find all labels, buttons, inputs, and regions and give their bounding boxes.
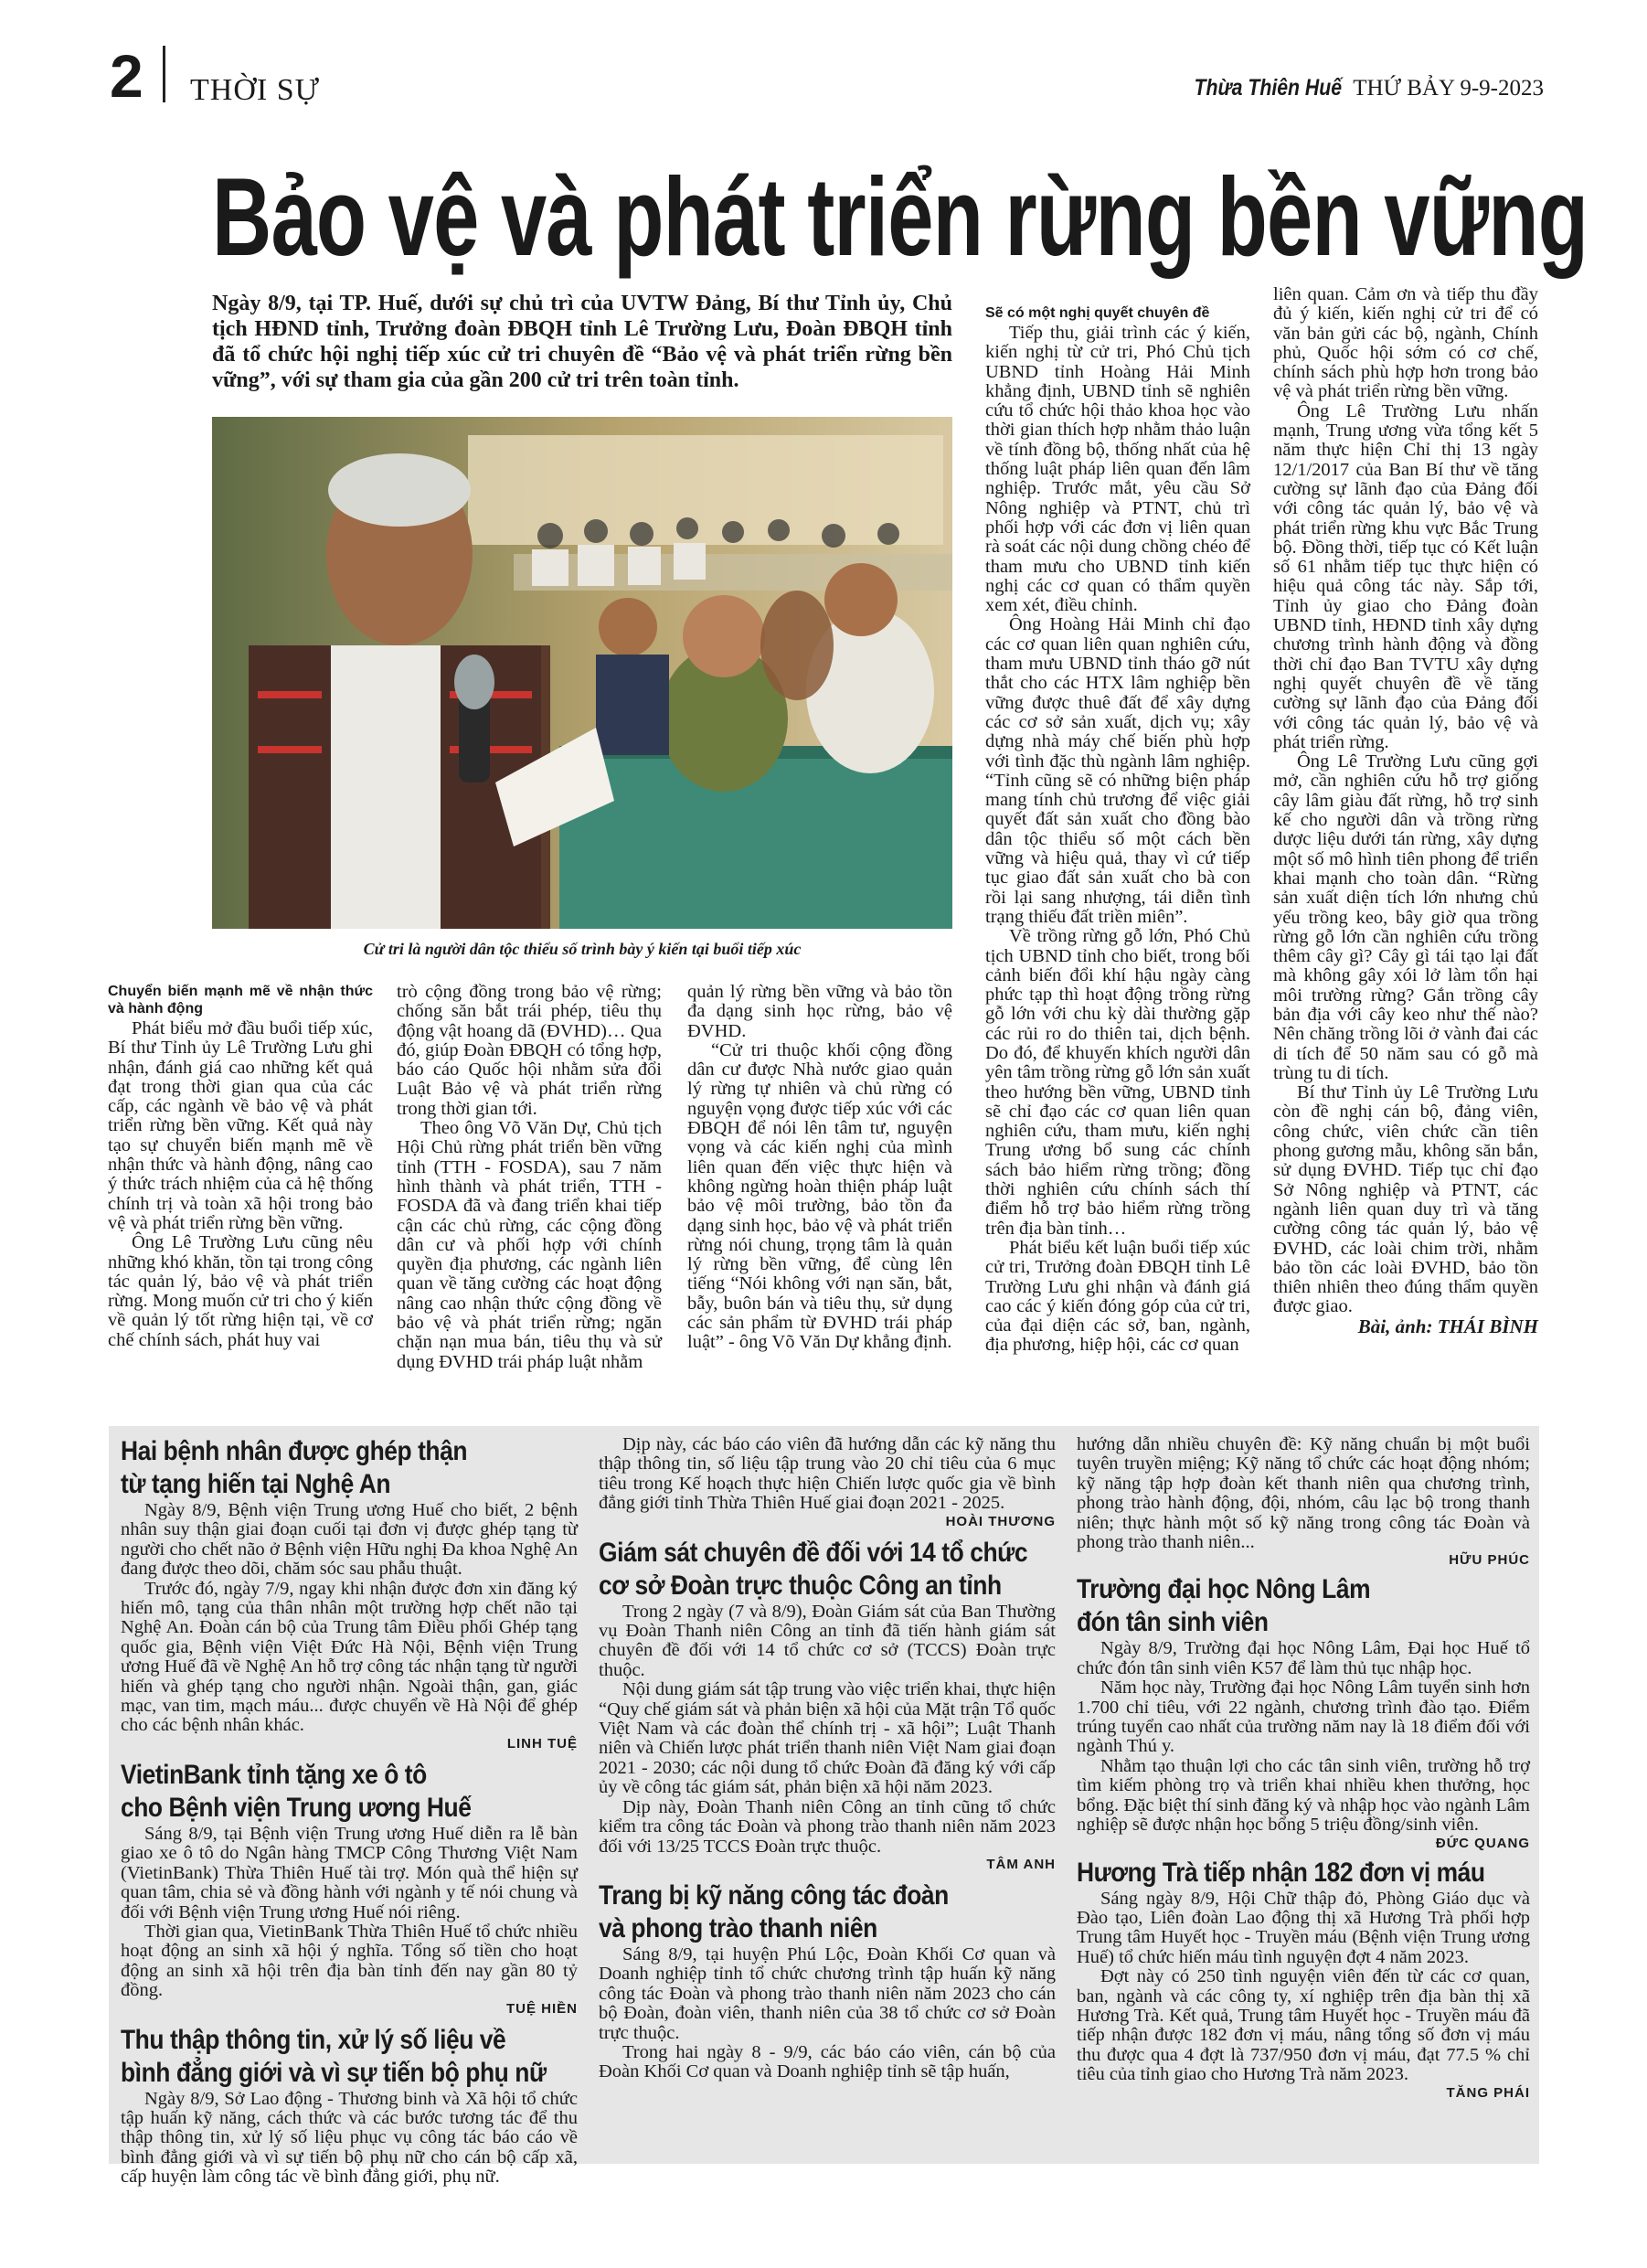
paragraph: Năm học này, Trường đại học Nông Lâm tuyển sinh hơn 1.700 chỉ tiêu, với 22 ngành, chương trình đào tạo. Điểm trúng tuyển cao nhất của trường năm nay là 18 điểm đối với ngành Thú y. bbox=[1077, 1677, 1530, 1757]
brief-author: HOÀI THƯƠNG bbox=[945, 1513, 1056, 1529]
brief-title: bình đẳng giới và vì sự tiến bộ phụ nữ bbox=[121, 2057, 547, 2088]
brief-column-c bbox=[1077, 1435, 1530, 2101]
publication-name: Thừa Thiên Huế bbox=[1194, 75, 1342, 101]
brief-body bbox=[599, 1945, 1056, 2082]
brief-author: HỮU PHÚC bbox=[1449, 1552, 1530, 1569]
masthead bbox=[1168, 75, 1544, 101]
paragraph: “Cử tri thuộc khối cộng đồng dân cư được Nhà nước giao quản lý rừng tự nhiên và chủ rừng có nguyện vọng được tiếp xúc với các ĐBQH để nói lên tâm tư, nguyện vọng và các kiến nghị của mình liên quan đến việc thực hiện và không ngừng hoàn thiện pháp luật bảo vệ môi trường, bảo tồn đa dạng sinh học, bảo vệ và phát triển rừng nói chung, trọng tâm là quản lý rừng bền vững, để cùng lên tiếng “Nói không với nạn săn, bắt, bẫy, buôn bán và tiêu thụ, sử dụng các sản phẩm từ ĐVHD trái pháp luật” - ông Võ Văn Dự khẳng định. bbox=[687, 1039, 952, 1353]
paragraph: Trong hai ngày 8 - 9/9, các báo cáo viên, cán bộ của Đoàn Khối Cơ quan và Doanh nghiệp tỉnh sẽ tập huấn, bbox=[599, 2041, 1056, 2082]
brief-column-b bbox=[599, 1435, 1056, 2082]
article-headline: Bảo vệ và phát triển rừng bền vững bbox=[212, 154, 1589, 279]
article-column-4 bbox=[985, 304, 1250, 1356]
page-number: 2 bbox=[110, 42, 143, 110]
brief-body bbox=[599, 1435, 1056, 1514]
paragraph: trò cộng đồng trong bảo vệ rừng; chống săn bắt trái phép, tiêu thụ động vật hoang dã (ĐVHD)… Qua đó, giúp Đoàn ĐBQH có tổng hợp, báo cáo Quốc hội nhằm sửa đổi Luật Bảo vệ và phát triển rừng trong thời gian tới. bbox=[397, 982, 662, 1119]
paragraph: Phát biểu kết luận buổi tiếp xúc cử tri, Trưởng đoàn ĐBQH tỉnh Lê Trường Lưu ghi nhận và đánh giá cao các ý kiến đóng góp của cử tri, của đại diện các sở, ban, ngành, địa phương, hiệp hội, các cơ quan bbox=[985, 1237, 1250, 1356]
article-column-3 bbox=[687, 983, 952, 1353]
paragraph: Thời gian qua, VietinBank Thừa Thiên Huế tổ chức nhiều hoạt động an sinh xã hội ý nghĩa. Tổng số tiền cho hoạt động an sinh xã hội trên địa bàn tỉnh đến nay gần 80 tỷ đồng. bbox=[121, 1921, 578, 2001]
brief-author: LINH TUỆ bbox=[506, 1735, 578, 1752]
paragraph: Ngày 8/9, Sở Lao động - Thương binh và Xã hội tổ chức tập huấn kỹ năng, cách thức và các bước tương tác để thu thập thông tin, xử lý số liệu phục vụ công tác báo cáo về bình đẳng giới và vì sự tiến bộ phụ nữ cho cán bộ cấp xã, cấp huyện làm công tác về bình đẳng giới, phụ nữ. bbox=[121, 2088, 578, 2188]
brief-title: từ tạng hiến tại Nghệ An bbox=[121, 1469, 391, 1499]
brief-body bbox=[121, 1825, 578, 2001]
brief-title: Hương Trà tiếp nhận 182 đơn vị máu bbox=[1077, 1857, 1485, 1888]
article-lead: Ngày 8/9, tại TP. Huế, dưới sự chủ trì của UVTW Đảng, Bí thư Tỉnh ủy, Chủ tịch HĐND tỉnh, Trưởng đoàn ĐBQH tỉnh Lê Trường Lưu, Đoàn ĐBQH tỉnh đã tổ chức hội nghị tiếp xúc cử tri chuyên đề “Bảo vệ và phát triển rừng bền vững”, với sự tham gia của gần 200 cử tri trên toàn tỉnh. bbox=[212, 292, 952, 392]
paragraph: quản lý rừng bền vững và bảo tồn đa dạng sinh học rừng, bảo vệ ĐVHD. bbox=[687, 982, 952, 1041]
brief-title: và phong trào thanh niên bbox=[599, 1912, 877, 1943]
paragraph: hướng dẫn nhiều chuyên đề: Kỹ năng chuẩn bị một buổi tuyên truyền miệng; Kỹ năng tổ chức các hoạt động nhóm; kỹ năng tập hợp đoàn kết thanh niên qua chương trình, phong trào hành động, đội, nhóm, câu lạc bộ trong thanh niên; thực hành một số kỹ năng trong công tác Đoàn và phong trào thanh niên... bbox=[1077, 1434, 1530, 1553]
brief-body bbox=[1077, 1639, 1530, 1835]
paragraph: Sáng ngày 8/9, Hội Chữ thập đỏ, Phòng Giáo dục và Đào tạo, Liên đoàn Lao động thị xã Hương Trà phối hợp Trung tâm Huyết học - Truyền máu (Bệnh viện Trung ương Huế) tổ chức hiến máu tình nguyện đợt 4 năm 2023. bbox=[1077, 1888, 1530, 1967]
subheading: Sẽ có một nghị quyết chuyên đề bbox=[985, 305, 1210, 321]
article-column-2 bbox=[397, 983, 662, 1372]
brief-title: cơ sở Đoàn trực thuộc Công an tỉnh bbox=[599, 1570, 1002, 1601]
brief-body bbox=[599, 1603, 1056, 1857]
brief-title: cho Bệnh viện Trung ương Huế bbox=[121, 1792, 472, 1823]
article-byline: Bài, ảnh: THÁI BÌNH bbox=[1357, 1315, 1538, 1337]
paragraph: liên quan. Cảm ơn và tiếp thu đầy đủ ý kiến, kiến nghị cử tri để có văn bản gửi các bộ, ngành, Chính phủ, Quốc hội sớm có cơ chế, chính sách phù hợp hơn trong bảo vệ và phát triển rừng bền vững. bbox=[1273, 284, 1538, 402]
paragraph: Theo ông Võ Văn Dự, Chủ tịch Hội Chủ rừng phát triển bền vững tỉnh (TTH - FOSDA), sau 7 năm hình thành và phát triển, TTH - FOSDA đã và đang triển khai tiếp cận các chủ rừng, các cộng đồng dân cư và phối hợp với chính quyền địa phương, các ngành liên quan về tăng cường các hoạt động nâng cao nhận thức cộng đồng về bảo vệ và phát triển rừng; ngăn chặn nạn mua bán, tiêu thụ và sử dụng ĐVHD trái pháp luật nhằm bbox=[397, 1118, 662, 1372]
brief-column-a bbox=[121, 1435, 578, 2188]
paragraph: Trước đó, ngày 7/9, ngay khi nhận được đơn xin đăng ký hiến mô, tạng của thân nhân một trường hợp chết não tại Nghệ An. Đoàn cán bộ của Trung tâm Điều phối Ghép tạng quốc gia, Bệnh viện Việt Đức Hà Nội, Bệnh viện Trung ương Huế đã về Nghệ An hỗ trợ công tác nhận tạng từ người hiến và ghép tạng cho người nhận. Ngoài thận, gan, giác mạc, van tim, mạch máu... được chuyển về Hà Nội để ghép cho các bệnh nhân khác. bbox=[121, 1578, 578, 1736]
paragraph: Trong 2 ngày (7 và 8/9), Đoàn Giám sát của Ban Thường vụ Đoàn Thanh niên Công an tỉnh đã tiến hành giám sát chuyên đề đối với 14 tổ chức cơ sở (TCCS) Đoàn trực thuộc. bbox=[599, 1601, 1056, 1680]
paragraph: Bí thư Tỉnh ủy Lê Trường Lưu còn đề nghị cán bộ, đảng viên, công chức, viên chức cần tiên phong gương mẫu, không săn bắn, sử dụng ĐVHD. Tiếp tục chỉ đạo Sở Nông nghiệp và PTNT, các ngành liên quan duy trì và tăng cường công tác quản lý, bảo vệ ĐVHD, các loài chim trời, nhằm bảo tồn các loài ĐVHD, bảo tồn thiên nhiên theo đúng thẩm quyền được giao. bbox=[1273, 1082, 1538, 1317]
brief-body bbox=[1077, 1435, 1530, 1552]
paragraph: Ngày 8/9, Trường đại học Nông Lâm, Đại học Huế tổ chức đón tân sinh viên K57 để làm thủ tục nhập học. bbox=[1077, 1638, 1530, 1678]
subheading: Chuyển biến mạnh mẽ về nhận thức và hành động bbox=[108, 984, 373, 1017]
header-divider bbox=[163, 46, 165, 102]
article-photo bbox=[212, 417, 952, 929]
paragraph: Ông Lê Trường Lưu cũng gợi mở, cần nghiên cứu hỗ trợ giống cây lâm giàu đất rừng, hỗ trợ sinh kế cho người dân và trồng rừng dược liệu dưới tán rừng, xây dựng một số mô hình tiên phong để triển khai mạnh cho toàn dân. “Rừng sản xuất diện tích lớn nhưng chủ yếu trồng keo, bây giờ qua trồng rừng gỗ lớn cần nghiên cứu trồng thêm cây gì? Cây gì tái tạo lại đất mà không gây xói lở làm tổn hại môi trường rừng? Gắn trồng cây bản địa với cây keo như thế nào? Nên chăng trồng lõi ở vành đai các di tích để 50 năm sau có gỗ mà trùng tu di tích. bbox=[1273, 751, 1538, 1083]
brief-author: TÂM ANH bbox=[986, 1856, 1056, 1872]
paragraph: Ông Lê Trường Lưu nhấn mạnh, Trung ương vừa tổng kết 5 năm thực hiện Chỉ thị 13 ngày 12/1/2017 của Ban Bí thư về tăng cường sự lãnh đạo của Đảng đối với công tác quản lý, bảo vệ và phát triển rừng khu vực Bắc Trung bộ. Đồng thời, tiếp tục có Kết luận số 61 nhằm tiếp tục thực hiện có hiệu quả công tác này. Sắp tới, Tỉnh ủy giao cho Đảng đoàn UBND tỉnh, HĐND tỉnh xây dựng chương trình hành động và đồng thời chỉ đạo Ban TVTU xây dựng nghị quyết chuyên đề về tăng cường sự lãnh đạo của Đảng đối với công tác quản lý, bảo vệ và phát triển rừng. bbox=[1273, 400, 1538, 752]
paragraph: Phát biểu mở đầu buổi tiếp xúc, Bí thư Tỉnh ủy Lê Trường Lưu ghi nhận, đánh giá cao những kết quả đạt trong thời gian qua của các cấp, các ngành về bảo vệ và phát triển rừng bền vững. Kết quả này tạo sự chuyển biến mạnh mẽ về nhận thức và hành động, nâng cao ý thức trách nhiệm của cả hệ thống chính trị và toàn xã hội trong bảo vệ và phát triển rừng bền vững. bbox=[108, 1018, 373, 1233]
paragraph: Nội dung giám sát tập trung vào việc triển khai, thực hiện “Quy chế giám sát và phản biện xã hội của Mặt trận Tổ quốc Việt Nam và các đoàn thể chính trị - xã hội”; Luật Thanh niên và Chiến lược phát triển thanh niên Việt Nam giai đoạn 2021 - 2030; các nội dung tổ chức Đoàn đã đăng ký với cấp ủy về công tác giám sát, phản biện xã hội năm 2023. bbox=[599, 1679, 1056, 1798]
photo-caption: Cử tri là người dân tộc thiểu số trình bày ý kiến tại buổi tiếp xúc bbox=[363, 940, 802, 958]
brief-body bbox=[121, 1501, 578, 1736]
issue-date: THỨ BẢY 9-9-2023 bbox=[1353, 76, 1544, 101]
paragraph: Nhằm tạo thuận lợi cho các tân sinh viên, trường hỗ trợ tìm kiếm phòng trọ và triển khai nhiều khen thưởng, học bổng. Đặc biệt thí sinh đăng ký và nhập học vào ngành Lâm nghiệp sẽ được nhận học bổng 5 triệu đồng/sinh viên. bbox=[1077, 1755, 1530, 1836]
paragraph: Dịp này, Đoàn Thanh niên Công an tỉnh cũng tổ chức kiểm tra công tác Đoàn và phong trào thanh niên năm 2023 đối với 13/25 TCCS Đoàn trực thuộc. bbox=[599, 1796, 1056, 1857]
brief-title: Giám sát chuyên đề đối với 14 tổ chức bbox=[599, 1537, 1028, 1568]
paragraph: Ông Lê Trường Lưu cũng nêu những khó khăn, tồn tại trong công tác quản lý, bảo vệ và phát triển rừng. Mong muốn cử tri cho ý kiến về quản lý tốt rừng hiện tại, về cơ chế chính sách, phát huy vai bbox=[108, 1232, 373, 1350]
paragraph: Dịp này, các báo cáo viên đã hướng dẫn các kỹ năng thu thập thông tin, số liệu tập trung vào 20 chỉ tiêu của 6 mục tiêu trong Kế hoạch thực hiện Chiến lược quốc gia về bình đẳng giới tỉnh Thừa Thiên Huế giai đoạn 2021 - 2025. bbox=[599, 1434, 1056, 1514]
brief-title: Thu thập thông tin, xử lý số liệu về bbox=[121, 2024, 506, 2055]
brief-title: VietinBank tỉnh tặng xe ô tô bbox=[121, 1759, 427, 1790]
article-column-5 bbox=[1273, 285, 1538, 1336]
brief-author: TUỆ HIỀN bbox=[505, 2000, 578, 2017]
paragraph: Sáng 8/9, tại Bệnh viện Trung ương Huế diễn ra lễ bàn giao xe ô tô do Ngân hàng TMCP Công Thương Việt Nam (VietinBank) Thừa Thiên Huế tài trợ. Món quà thể hiện sự quan tâm, chia sẻ và đồng hành với ngành y tế nói chung và đối với Bệnh viện Trung ương Huế nói riêng. bbox=[121, 1823, 578, 1922]
paragraph: Sáng 8/9, tại huyện Phú Lộc, Đoàn Khối Cơ quan và Doanh nghiệp tỉnh tổ chức chương trình tập huấn kỹ năng công tác Đoàn và phong trào thanh niên năm 2023 cho cán bộ Đoàn, đoàn viên, thanh niên của 38 tổ chức cơ sở Đoàn trực thuộc. bbox=[599, 1943, 1056, 2043]
brief-body bbox=[1077, 1890, 1530, 2085]
photo-illustration bbox=[212, 417, 952, 929]
brief-body bbox=[121, 2090, 578, 2188]
brief-title: đón tân sinh viên bbox=[1077, 1607, 1269, 1638]
article-column-1 bbox=[108, 983, 373, 1350]
section-label: THỜI SỰ bbox=[190, 73, 320, 107]
paragraph: Về trồng rừng gỗ lớn, Phó Chủ tịch UBND tỉnh cho biết, trong bối cảnh biến đổi khí hậu ngày càng phức tạp thì hoạt động trồng rừng gỗ lớn với chu kỳ dài thường gặp các rủi ro do thiên tai, dịch bệnh. Do đó, để khuyến khích người dân yên tâm trồng rừng gỗ lớn sản xuất theo hướng bền vững, UBND tỉnh sẽ chỉ đạo các cơ quan liên quan nghiên cứu, tham mưu, kiến nghị Trung ương bổ sung các chính sách bảo hiểm rừng trồng; đồng thời nghiên cứu chính sách thí điểm hỗ trợ bảo hiểm rừng trồng trên địa bàn tỉnh… bbox=[985, 926, 1250, 1239]
paragraph: Ông Hoàng Hải Minh chỉ đạo các cơ quan liên quan nghiên cứu, tham mưu UBND tỉnh tháo gỡ nút thắt cho các HTX lâm nghiệp bền vững được thuê đất để xây dựng các cơ sở sản xuất, dịch vụ; xây dựng nhà máy chế biến phù hợp với tình đặc thù ngành lâm nghiệp. “Tỉnh cũng sẽ có những biện pháp mang tính chủ trương để việc giải quyết đất sản xuất cho đồng bào dân tộc thiểu số một cách bền vững và hiệu quả, thay vì cứ tiếp tục giao đất sản xuất cho bà con rồi lại sang nhượng, tái diễn tình trạng thiếu đất triền miên”. bbox=[985, 614, 1250, 927]
paragraph: Đợt này có 250 tình nguyện viên đến từ các cơ quan, ban, ngành và các công ty, xí nghiệp trên địa bàn thị xã Hương Trà. Kết quả, Trung tâm Huyết học - Truyền máu đã tiếp nhận được 182 đơn vị máu, nâng tổng số đơn vị máu thu được qua 4 đợt là 737/950 đơn vị máu, đạt 77.5 % chỉ tiêu của tỉnh giao cho Hương Trà năm 2023. bbox=[1077, 1966, 1530, 2085]
brief-title: Trang bị kỹ năng công tác đoàn bbox=[599, 1879, 949, 1911]
brief-author: TĂNG PHÁI bbox=[1446, 2084, 1530, 2101]
paragraph: Tiếp thu, giải trình các ý kiến, kiến nghị từ cử tri, Phó Chủ tịch UBND tỉnh Hoàng Hải Minh khẳng định, UBND tỉnh sẽ nghiên cứu tổ chức hội thảo khoa học vào thời gian thích hợp nhằm thảo luận về tính đồng bộ, thống nhất của hệ thống luật pháp liên quan đến lâm nghiệp. Trước mắt, yêu cầu Sở Nông nghiệp và PTNT, chủ trì phối hợp với các đơn vị liên quan rà soát các nội dung chồng chéo để tham mưu cho UBND tỉnh kiến nghị các cơ quan có thẩm quyền xem xét, điều chỉnh. bbox=[985, 323, 1250, 616]
paragraph: Ngày 8/9, Bệnh viện Trung ương Huế cho biết, 2 bệnh nhân suy thận giai đoạn cuối tại đơn vị được ghép tạng từ người cho chết não ở Bệnh viện Hữu nghị Đa khoa Nghệ An đang được theo dõi, chăm sóc sau phẫu thuật. bbox=[121, 1500, 578, 1580]
brief-title: Trường đại học Nông Lâm bbox=[1077, 1574, 1371, 1605]
brief-title: Hai bệnh nhân được ghép thận bbox=[121, 1436, 468, 1466]
brief-author: ĐỨC QUANG bbox=[1435, 1835, 1530, 1851]
